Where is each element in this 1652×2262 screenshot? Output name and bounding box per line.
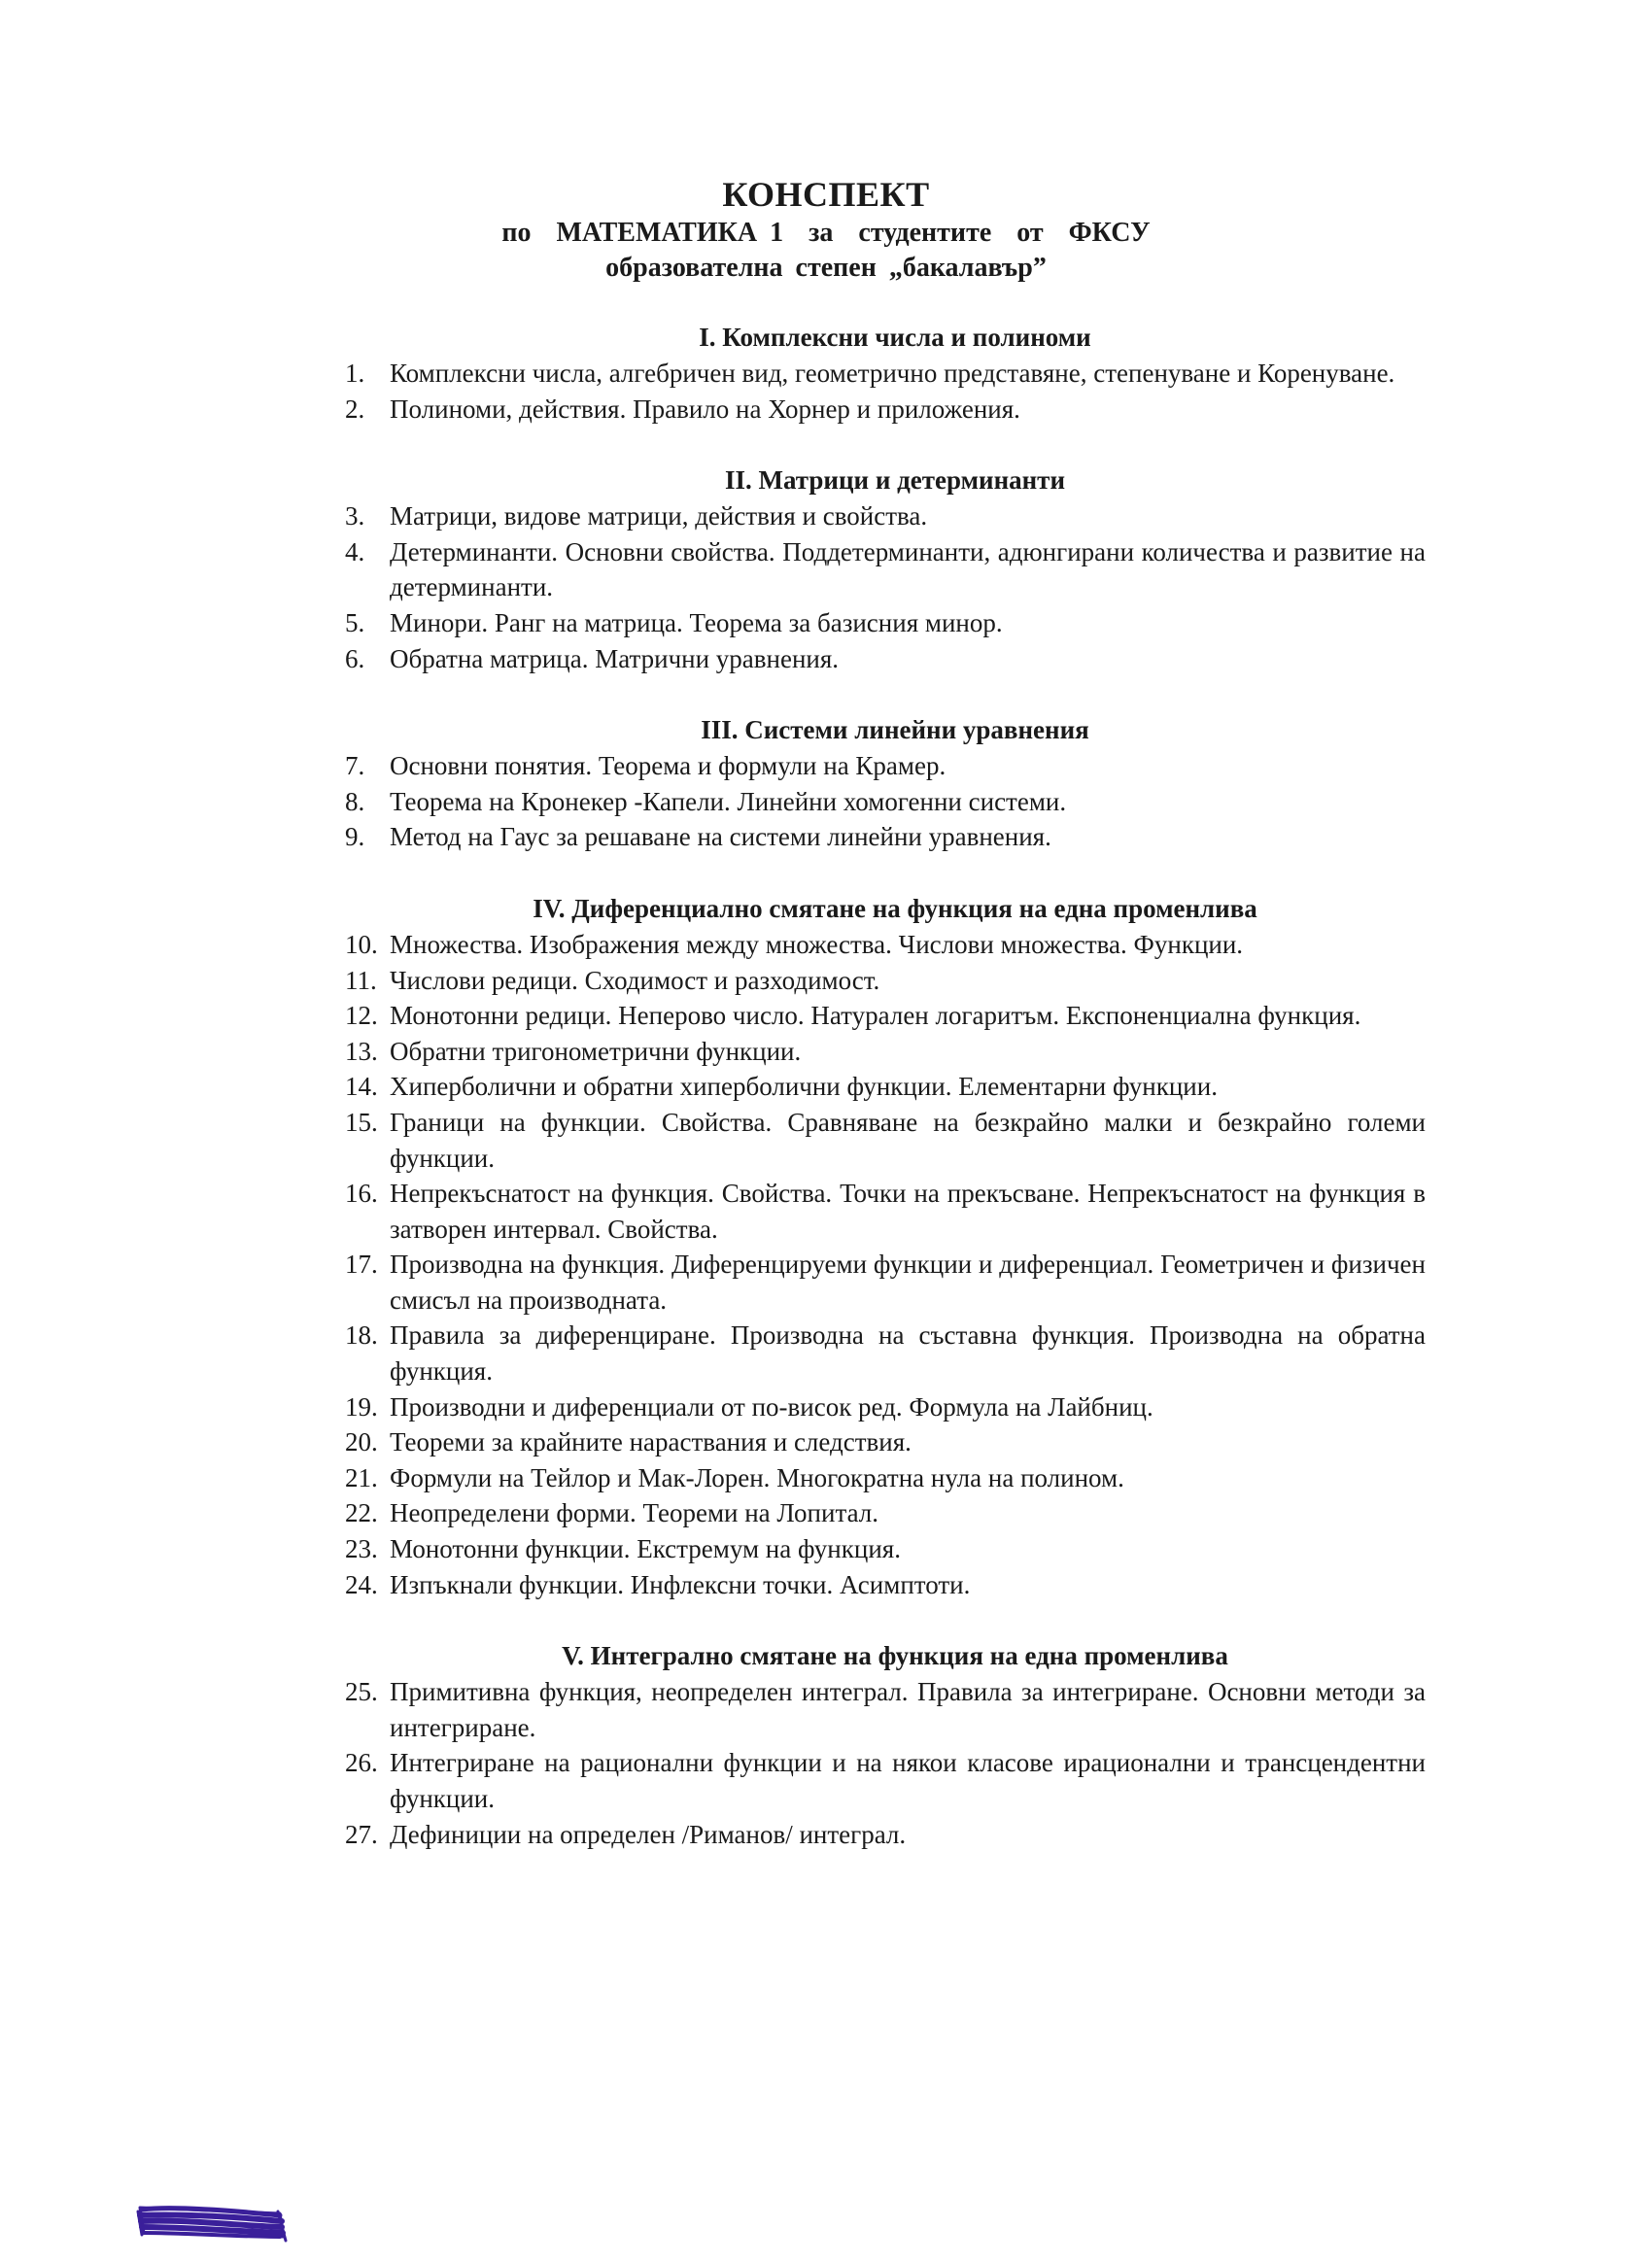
item-text: Основни понятия. Теорема и формули на Крамер.	[390, 751, 946, 781]
item-text: Теореми за крайните нараствания и следствия.	[390, 1427, 912, 1457]
item-text: Обратна матрица. Матрични уравнения.	[390, 643, 840, 673]
item-text: Примитивна функция, неопределен интеграл. Правила за интегриране. Основни методи за интегриране.	[390, 1677, 1426, 1742]
item-number: 9.	[345, 822, 365, 852]
section-heading: II. Матрици и детерминанти	[724, 465, 1065, 496]
list-item	[345, 1105, 1426, 1176]
section-heading: V. Интегрално смятане на функция на една променлива	[562, 1641, 1228, 1671]
topic-list	[345, 748, 1426, 855]
list-item	[345, 1531, 1426, 1567]
list-item	[345, 1069, 1426, 1105]
section-spacer	[345, 1602, 1426, 1637]
item-text: Множества. Изображения между множества. Числови множества. Функции.	[390, 929, 1244, 959]
redacted-signature-scribble	[134, 2198, 288, 2248]
section-spacer	[345, 427, 1426, 462]
list-item	[345, 927, 1426, 963]
item-number: 26.	[345, 1748, 378, 1778]
item-number: 24.	[345, 1569, 378, 1599]
section-heading: I. Комплексни числа и полиноми	[699, 323, 1091, 352]
document-subtitle: по МАТЕМАТИКА 1 за студентите от ФКСУ	[501, 218, 1151, 248]
list-item	[345, 1745, 1426, 1816]
list-item	[345, 963, 1426, 999]
topic-list	[345, 927, 1426, 1602]
list-item	[345, 1495, 1426, 1531]
item-number: 3.	[345, 501, 365, 531]
list-item	[345, 1176, 1426, 1247]
item-text: Полиноми, действия. Правило на Хорнер и приложения.	[390, 394, 1020, 424]
item-text: Изпъкнали функции. Инфлексни точки. Асимптоти.	[390, 1569, 971, 1599]
item-text: Граници на функции. Свойства. Сравняване на безкрайно малки и безкрайно големи функции.	[390, 1107, 1426, 1173]
item-number: 27.	[345, 1819, 378, 1849]
item-text: Комплексни числа, алгебричен вид, геометрично представяне, степенуване и Коренуване.	[390, 359, 1395, 388]
item-text: Обратни тригонометрични функции.	[390, 1036, 802, 1066]
item-text: Матрици, видове матрици, действия и свойства.	[390, 501, 928, 531]
list-item	[345, 1034, 1426, 1070]
list-item	[345, 998, 1426, 1034]
item-number: 6.	[345, 643, 365, 673]
list-item	[345, 605, 1426, 641]
item-text: Теорема на Кронекер -Капели. Линейни хомогенни системи.	[390, 786, 1067, 816]
item-number: 10.	[345, 929, 378, 959]
list-item	[345, 819, 1426, 855]
section-spacer	[345, 676, 1426, 711]
item-text: Производна на функция. Диференцируеми функции и диференциал. Геометричен и физичен смисъл на производната.	[390, 1250, 1426, 1315]
list-item	[345, 1460, 1426, 1496]
item-number: 14.	[345, 1072, 378, 1102]
section-linear-systems	[345, 711, 1426, 855]
list-item	[345, 1247, 1426, 1318]
section-heading: IV. Диференциално смятане на функция на една променлива	[533, 893, 1257, 923]
item-text: Неопределени форми. Теореми на Лопитал.	[390, 1498, 879, 1528]
list-item	[345, 784, 1426, 820]
section-spacer	[345, 855, 1426, 890]
item-number: 22.	[345, 1498, 378, 1528]
item-text: Правила за диференциране. Производна на съставна функция. Производна на обратна функция.	[390, 1320, 1426, 1387]
item-text: Производни и диференциали от по-висок ред. Формула на Лайбниц.	[390, 1391, 1153, 1422]
list-item	[345, 392, 1426, 428]
item-text: Минори. Ранг на матрица. Теорема за базисния минор.	[390, 607, 1003, 637]
item-number: 4.	[345, 536, 365, 566]
list-item	[345, 1389, 1426, 1425]
section-differential-calculus	[345, 890, 1426, 1602]
item-number: 1.	[345, 359, 365, 388]
item-number: 2.	[345, 394, 365, 424]
document-title: КОНСПЕКТ	[722, 175, 930, 214]
section-heading: III. Системи линейни уравнения	[701, 715, 1089, 745]
list-item	[345, 1424, 1426, 1460]
item-text: Детерминанти. Основни свойства. Поддетерминанти, адюнгирани количества и развитие на детерминанти.	[390, 536, 1426, 602]
list-item	[345, 1817, 1426, 1853]
topic-list	[345, 1674, 1426, 1852]
section-matrices	[345, 462, 1426, 676]
list-item	[345, 1674, 1426, 1745]
item-number: 21.	[345, 1462, 378, 1492]
item-number: 12.	[345, 1001, 378, 1031]
item-text: Метод на Гаус за решаване на системи линейни уравнения.	[390, 822, 1051, 852]
item-number: 19.	[345, 1391, 378, 1422]
list-item	[345, 641, 1426, 677]
degree-line: образователна степен „бакалавър”	[605, 253, 1047, 283]
document-header	[0, 173, 1652, 286]
item-text: Формули на Тейлор и Мак-Лорен. Многократна нула на полином.	[390, 1462, 1124, 1492]
syllabus-content	[345, 319, 1426, 1852]
item-number: 25.	[345, 1677, 378, 1707]
item-number: 17.	[345, 1250, 378, 1280]
item-number: 18.	[345, 1320, 378, 1351]
list-item	[345, 1567, 1426, 1603]
section-complex-numbers	[345, 319, 1426, 427]
item-number: 5.	[345, 607, 365, 637]
item-number: 20.	[345, 1427, 378, 1457]
item-text: Хиперболични и обратни хиперболични функции. Елементарни функции.	[390, 1072, 1218, 1102]
item-number: 15.	[345, 1107, 378, 1137]
topic-list	[345, 498, 1426, 676]
section-integral-calculus	[345, 1637, 1426, 1852]
item-number: 23.	[345, 1534, 378, 1564]
list-item	[345, 1318, 1426, 1388]
item-number: 8.	[345, 786, 365, 816]
item-text: Дефиниции на определен /Риманов/ интеграл.	[390, 1819, 907, 1849]
item-number: 16.	[345, 1179, 378, 1209]
item-number: 11.	[345, 965, 377, 995]
list-item	[345, 534, 1426, 605]
item-number: 13.	[345, 1036, 378, 1066]
item-number: 7.	[345, 751, 365, 781]
item-text: Интегриране на рационални функции и на някои класове ирационални и трансцендентни функции.	[390, 1748, 1426, 1813]
item-text: Монотонни функции. Екстремум на функция.	[390, 1534, 901, 1564]
topic-list	[345, 356, 1426, 427]
list-item	[345, 356, 1426, 392]
item-text: Монотонни редици. Неперово число. Натурален логаритъм. Експоненциална функция.	[390, 1001, 1361, 1031]
item-text: Числови редици. Сходимост и разходимост.	[390, 965, 880, 995]
list-item	[345, 498, 1426, 534]
list-item	[345, 748, 1426, 784]
item-text: Непрекъснатост на функция. Свойства. Точки на прекъсване. Непрекъснатост на функция в затворен интервал. Свойства.	[390, 1179, 1426, 1244]
